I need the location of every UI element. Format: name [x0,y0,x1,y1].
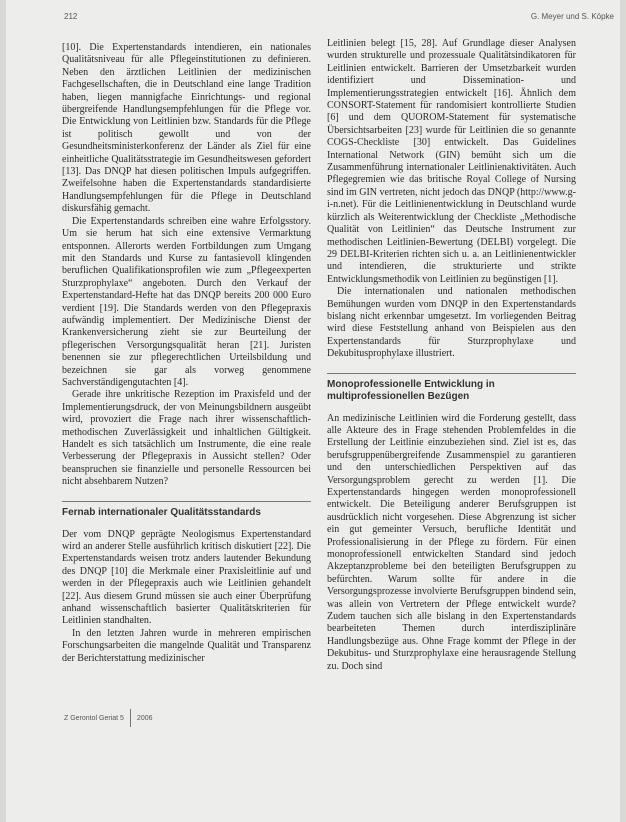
section-rule [62,501,311,502]
section-heading: Monoprofessionelle Entwicklung in multiprofessionellen Bezügen [327,378,495,402]
running-header-authors: G. Meyer und S. Köpke [530,12,614,21]
footer-separator [130,709,131,727]
page-number: 212 [64,12,78,21]
paragraph: [10]. Die Expertenstandards intendieren, ein nationales Qualitätsniveau für alle Pflegeinstitutionen zu definieren. Neben den ärztlichen Leitlinien der medizinischen Fachgesellschaften, die in Deutschland eine lange Tradition haben, liegen mannigfache Einrichtungs- und regional übergreifende Handlungsempfehlungen für die Pflege vor. Die Entwicklung von Leitlinien bzw. Standards für die Pflege ist politisch gewollt und von der Gesundheitsministerkonferenz der Länder als Ziel für eine einheitliche Qualitätsstrategie im Gesundheitswesen gefordert [13]. Das DNQP hat diesen politischen Impuls aufgegriffen. Zweifelsohne haben die Expertenstandards standardisierte Handlungsempfehlungen für die Pflege in Deutschland diskursfähig gemacht. [62,42,311,215]
paragraph: Die internationalen und nationalen methodischen Bemühungen wurden vom DNQP in den Expertenstandards bislang nicht erkennbar umgesetzt. Im vorliegenden Beitrag wird diese Feststellung anhand von Beispielen aus den Expertenstandards für Sturzprophylaxe und Dekubitusprophylaxe illustriert. [327,286,576,360]
paragraph: Der vom DNQP geprägte Neologismus Expertenstandard wird an anderer Stelle ausführlich kritisch diskutiert [22]. Die Expertenstandards weisen trotz anders lautender Bekundung des DNQP [10] die Merkmale einer Praxisleitlinie auf und werden in der Pflegepraxis auch wie Leitlinien gehandelt [22]. Aus diesem Grund müssen sie auch einer Überprüfung anhand wissenschaftlich basierter Qualitätskriterien für Leitlinien standhalten. [62,528,311,627]
right-column [327,38,576,673]
scan-edge-right [620,0,626,822]
paragraph: An medizinische Leitlinien wird die Forderung gestellt, dass alle Akteure des in Frage stehenden Problemfeldes in die Erstellung der Leitlinie einzubeziehen sind. Ziel ist es, das berufsgruppenübergreifende Zusammenspiel zu garantieren und den unterschiedlichen Perspektiven auf das Versorgungsproblem gerecht zu werden [1]. Die Expertenstandards hingegen werden monoprofessionell entwickelt. Die Beteiligung anderer Berufsgruppen ist ausdrücklich nicht vorgesehen. Diese Abgrenzung ist sicher ein gut gemeinter Versuch, berufliche Identität und Professionalisierung in der Pflege zu fördern. Für einen monoprofessionell entwickelten Standard sind jedoch Akzeptanzprobleme bei den beteiligten Berufsgruppen zu befürchten. Warum sollte für andere in die Versorgungsprozesse involvierte Berufsgruppen bindend sein, was allein von Vertretern der Pflege entwickelt wurde? Zudem tauchen sich alle bislang in den Expertenstandards bearbeiteten Themen durch interdisziplinäre Handlungsbezüge aus. Ohne Frage kommt der Pflege in der Dekubitus- und Sturzprophylaxe eine herausragende Stellung zu. Doch sind [327,412,576,672]
footer-year: 2006 [136,714,153,722]
page-footer [64,706,153,730]
paragraph: In den letzten Jahren wurde in mehreren empirischen Forschungsarbeiten die mangelnde Qualität und Transparenz der Berichterstattung medizinischer [62,627,311,664]
footer-journal: Z Gerontol Geriat 5 [64,714,124,722]
section-heading: Fernab internationaler Qualitätsstandards [62,506,261,518]
left-column [62,42,311,665]
section-rule [327,373,576,374]
paragraph: Gerade ihre unkritische Rezeption im Praxisfeld und der Implementierungsdruck, der von Meinungsbildnern ausgeübt wird, provoziert die Frage nach ihrer wissenschaftlich-methodischen Zuverlässigkeit und inhaltlichen Gültigkeit. Handelt es sich tatsächlich um Instrumente, die eine reale Verbesserung der Pflegepraxis in Aussicht stellen? Oder beanspruchen sie finanzielle und personelle Ressourcen bei nicht absehbarem Nutzen? [62,389,311,488]
scan-edge-left [0,0,6,822]
paragraph: Leitlinien belegt [15, 28]. Auf Grundlage dieser Analysen wurden strukturelle und prozessuale Qualitätsindikatoren für Leitlinien entwickelt. Barrieren der Umsetzbarkeit wurden identifiziert und Dissemination- und Implementierungsstrategien entwickelt [16]. Ähnlich dem CONSORT-Statement für randomisiert kontrollierte Studien [6] und dem QUOROM-Statement für systematische Übersichtsarbeiten [23] wurde für Leitlinien die so genannte COGS-Checkliste [30] entwickelt. Das Guidelines International Network (GIN) bemüht sich um die Zusammenführung internationaler Leitlinienaktivitäten. Auch Pflegegremien wie das britische Royal College of Nursing sind im GIN vertreten, nicht jedoch das DNQP (http://www.g-i-n.net). Für die Leitlinienentwicklung in Deutschland wurde kürzlich als Weiterentwicklung der Checkliste „Methodische Qualität von Leitlinien“ das Deutsche Instrument zur methodischen Leitlinien-Bewertung (DELBI) vorgelegt. Die 29 DELBI-Kriterien richten sich u. a. an Leitlinienentwickler und intendieren, die strukturierte und strikte Entwicklungsmethodik von Leitlinien zu begünstigen [1]. [327,38,576,285]
paragraph: Die Expertenstandards schreiben eine wahre Erfolgsstory. Um sie herum hat sich eine extensive Vermarktung entsponnen. Allerorts werden Fortbildungen zum Umgang mit den Standards und Kurse zu fantasievoll klingenden beruflichen Qualifikationsprofilen wie zum „Pflegeexperten Sturzprophylaxe“ angeboten. Durch den Verkauf der Expertenstandard-Hefte hat das DNQP bereits 200 000 Euro verdient [19]. Die Standards werden von den Pflegepraxis aufwändig implementiert. Der Medizinische Dienst der Krankenversicherung zieht sie zur Beurteilung der pflegerischen Versorgungsqualität heran [21]. Juristen benennen sie zur pflegerechtlichen Urteilsbildung und bezeichnen sie gar als vorweg genommene Sachverständigengutachten [4]. [62,215,311,388]
